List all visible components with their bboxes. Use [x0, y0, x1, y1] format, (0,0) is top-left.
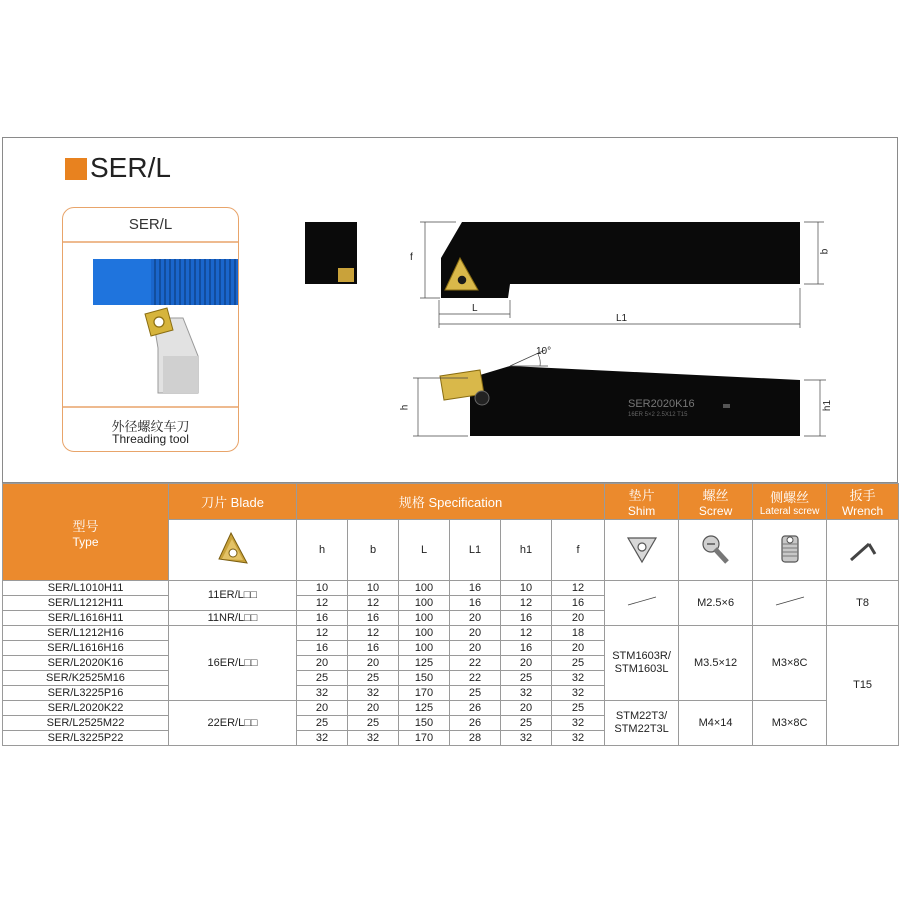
header-screw: 螺丝 Screw — [679, 484, 753, 520]
screw-icon — [698, 532, 734, 566]
shim-cell: STM22T3/ STM22T3L — [605, 701, 679, 746]
lateral-screw-cell: M3×8C — [753, 701, 827, 746]
spec-col-f: f — [552, 520, 605, 581]
screw-cell: M2.5×6 — [679, 581, 753, 626]
wrench-icon — [845, 532, 881, 566]
dim-b-label: b — [819, 248, 831, 255]
shim-icon — [624, 532, 660, 566]
dim-L1-label: L1 — [616, 313, 628, 324]
shim-none-cell — [605, 581, 679, 626]
none-dash-icon — [622, 594, 662, 608]
header-spec: 规格 Specification — [297, 484, 605, 520]
dim-angle-label: 10° — [536, 346, 552, 357]
blade-cell: 11ER/L□□ — [169, 581, 297, 611]
shim-cell: STM1603R/ STM1603L — [605, 626, 679, 701]
card-title: SER/L — [128, 216, 173, 233]
table-row: SER/L1010H11 11ER/L□□ 10 10 100 16 10 12 M2.5×6 T8 — [3, 581, 899, 596]
screw-image-cell — [679, 520, 753, 581]
wrench-image-cell — [827, 520, 899, 581]
spec-col-h: h — [297, 520, 348, 581]
lateral-none-cell — [753, 581, 827, 626]
table-row: SER/L2020K22 22ER/L□□ 20 20 125 26 20 25 STM22T3/ STM22T3L M4×14 M3×8C — [3, 701, 899, 716]
spec-col-b: b — [348, 520, 399, 581]
header-blade: 刀片 Blade — [169, 484, 297, 520]
table-row: SER/L1212H11 12 12 100 16 12 16 — [3, 596, 899, 611]
header-shim: 垫片 Shim — [605, 484, 679, 520]
blade-image-cell — [169, 520, 297, 581]
lateral-screw-cell: M3×8C — [753, 626, 827, 701]
dim-h-label: h — [399, 404, 411, 411]
wrench-cell: T15 — [827, 626, 899, 746]
section-title: SER/L — [90, 152, 171, 183]
none-dash-icon — [770, 594, 810, 608]
table-row: SER/L1212H16 16ER/L□□ 12 12 100 20 12 18 STM1603R/ STM1603L M3.5×12 M3×8C T15 — [3, 626, 899, 641]
spec-col-L: L — [399, 520, 450, 581]
card-caption-en: Threading tool — [112, 432, 189, 446]
card-caption-cn: 外径螺纹车刀 — [111, 419, 190, 434]
table-row: SER/K2525M16 25 25 150 22 25 32 — [3, 671, 899, 686]
spec-col-L1: L1 — [450, 520, 501, 581]
table-row: SER/L1616H11 11NR/L□□ 16 16 100 20 16 20 — [3, 611, 899, 626]
shim-image-cell — [605, 520, 679, 581]
wrench-cell: T8 — [827, 581, 899, 626]
header-type: 型号 Type — [3, 484, 169, 581]
threading-insert-icon — [213, 529, 253, 569]
screw-cell: M4×14 — [679, 701, 753, 746]
header-lateral-screw: 侧螺丝 Lateral screw — [753, 484, 827, 520]
header-wrench: 扳手 Wrench — [827, 484, 899, 520]
blade-cell: 11NR/L□□ — [169, 611, 297, 626]
blade-cell: 22ER/L□□ — [169, 701, 297, 746]
spec-col-h1: h1 — [501, 520, 552, 581]
tool-marking: SER2020K16 — [628, 398, 695, 410]
lateral-screw-icon — [772, 532, 808, 566]
table-row: SER/L2020K16 20 20 125 22 20 25 — [3, 656, 899, 671]
table-row: SER/L2525M22 25 25 150 26 25 32 — [3, 716, 899, 731]
tool-marking-small: 16ER 5×2 2.5X12 T15 — [628, 412, 688, 418]
table-row: SER/L3225P16 32 32 170 25 32 32 — [3, 686, 899, 701]
dim-h1-label: h1 — [822, 399, 834, 412]
dim-L-label: L — [472, 303, 478, 314]
table-row: SER/L3225P22 32 32 170 28 32 32 — [3, 731, 899, 746]
blade-cell: 16ER/L□□ — [169, 626, 297, 701]
dim-f-label: f — [410, 252, 413, 263]
table-row: SER/L1616H16 16 16 100 20 16 20 — [3, 641, 899, 656]
side-view — [413, 350, 826, 436]
screw-cell: M3.5×12 — [679, 626, 753, 701]
lateral-screw-image-cell — [753, 520, 827, 581]
spec-table — [2, 483, 899, 746]
